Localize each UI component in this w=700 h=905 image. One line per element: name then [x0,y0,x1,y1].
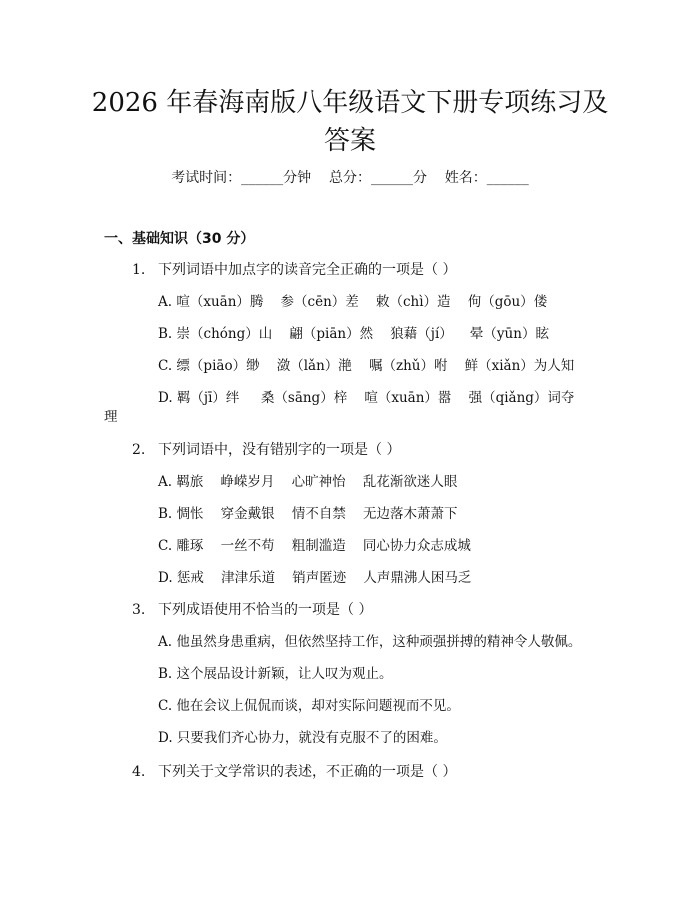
option-d: D. 羁（jī）绊 桑（sāng）梓 喧（xuān）嚣 强（qiǎng）词夺 [158,390,575,406]
option-a: A. 羁旅 峥嵘岁月 心旷神怡 乱花渐欲迷人眼 [158,474,458,490]
question-text: 下列成语使用不恰当的一项是（ ） [158,602,373,618]
question-text: 下列词语中加点字的读音完全正确的一项是（ ） [158,262,457,278]
option-c: C. 缥（piāo）缈 潋（lǎn）滟 嘱（zhǔ）咐 鲜（xiǎn）为人知 [158,358,575,374]
question-text: 下列关于文学常识的表述，不正确的一项是（ ） [158,764,457,780]
option-c: C. 他在会议上侃侃而谈，却对实际问题视而不见。 [158,698,460,714]
option-d-wrap: 理 [104,409,118,425]
option-b: B. 崇（chóng）山 翩（piān）然 狼藉（jí） 晕（yūn）眩 [158,326,549,342]
option-d: D. 只要我们齐心协力，就没有克服不了的困难。 [158,730,447,746]
option-a: A. 喧（xuān）腾 参（cēn）差 敕（chì）造 佝（gōu）偻 [158,294,548,310]
question-number: 3. [132,602,146,618]
option-d: D. 惩戒 津津乐道 销声匿迹 人声鼎沸人困马乏 [158,570,472,586]
question-number: 4. [132,764,146,780]
question-number: 1. [132,262,146,278]
exam-meta-line: 考试时间：______分钟 总分：______分 姓名：______ [171,170,529,186]
section-heading: 一、基础知识（30 分） [104,231,255,247]
option-a: A. 他虽然身患重病，但依然坚持工作，这种顽强拼搏的精神令人敬佩。 [158,634,582,650]
document-title: 2026 年春海南版八年级语文下册专项练习及答案 [91,88,609,156]
option-b: B. 这个展品设计新颖，让人叹为观止。 [158,666,393,682]
question-number: 2. [132,442,146,458]
option-c: C. 雕琢 一丝不苟 粗制滥造 同心协力众志成城 [158,538,471,554]
option-b: B. 惆怅 穿金戴银 情不自禁 无边落木萧萧下 [158,506,458,522]
question-text: 下列词语中，没有错别字的一项是（ ） [158,442,401,458]
